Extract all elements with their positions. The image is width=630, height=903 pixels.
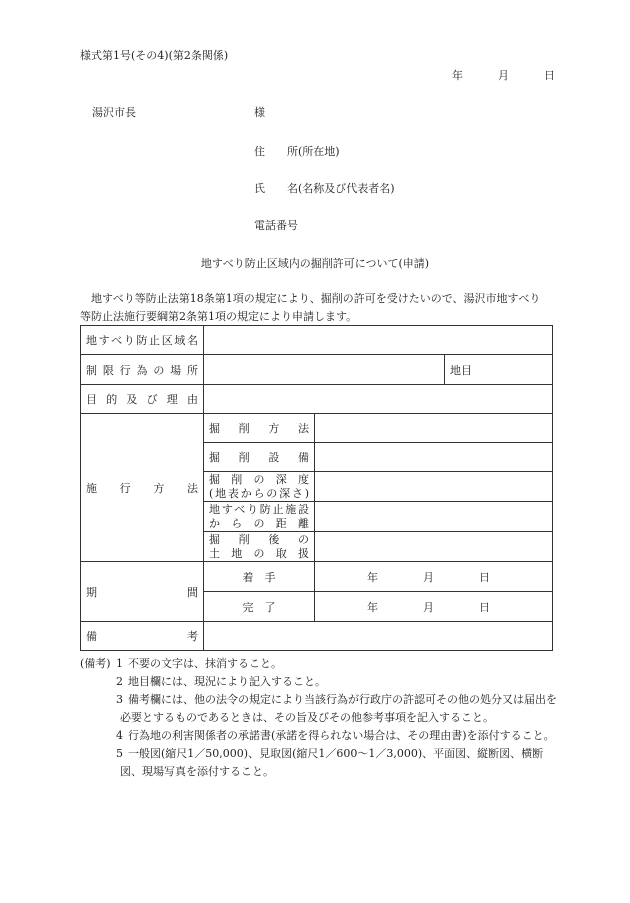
applicant-name-label: 氏 名(名称及び代表者名) — [254, 182, 395, 195]
excavation-depth-line1: 掘削の深度 — [209, 472, 309, 486]
period-label: 期間 — [81, 562, 204, 622]
excavation-equipment-value[interactable] — [315, 443, 553, 472]
note-number: 4 — [116, 729, 123, 742]
applicant-address-label: 住 所(所在地) — [254, 145, 340, 158]
note-number: 5 — [116, 747, 123, 760]
facility-distance-line2: からの距離 — [209, 516, 309, 530]
start-day-label: 日 — [479, 570, 490, 584]
date-day-label: 日 — [544, 69, 555, 82]
date-month-label: 月 — [498, 69, 509, 82]
start-label: 着 手 — [204, 562, 315, 592]
date-year-label: 年 — [452, 69, 463, 82]
end-date[interactable] — [315, 592, 553, 622]
area-name-value[interactable] — [204, 326, 553, 355]
purpose-value[interactable] — [204, 385, 553, 414]
facility-distance-line1: 地すべり防止施設 — [209, 502, 309, 516]
land-handling-label — [204, 532, 315, 562]
note-text: 備考欄には、他の法令の規定により当該行為が行政庁の許認可その他の処分又は届出を必要とするものであるときは、その旨及びその他参考事項を記入すること。 — [120, 693, 557, 724]
restricted-place-label: 制限行為の場所 — [81, 355, 204, 385]
area-name-label: 地すべり防止区域名 — [81, 326, 204, 355]
start-month-label: 月 — [423, 570, 434, 584]
note-number: 1 — [116, 657, 123, 670]
method-label: 施行方法 — [81, 414, 204, 562]
excavation-depth-value[interactable] — [315, 472, 553, 502]
end-month-label: 月 — [423, 600, 434, 614]
end-label: 完 了 — [204, 592, 315, 622]
note-text: 一般図(縮尺1／50,000)、見取図(縮尺1／600～1／3,000)、平面図、縦断図、横断図、現場写真を添付すること。 — [120, 747, 544, 778]
addressee-honorific: 様 — [254, 106, 265, 119]
excavation-depth-label — [204, 472, 315, 502]
addressee-name: 湯沢市長 — [92, 106, 136, 119]
land-handling-value[interactable] — [315, 532, 553, 562]
start-year-label: 年 — [367, 570, 378, 584]
remarks-value[interactable] — [204, 622, 553, 651]
note-text: 行為地の利害関係者の承諾書(承諾を得られない場合は、その理由書)を添付すること。 — [128, 729, 555, 742]
note-text: 地目欄には、現況により記入すること。 — [128, 675, 326, 688]
excavation-method-label: 掘削方法 — [204, 414, 315, 443]
end-year-label: 年 — [367, 600, 378, 614]
note-item — [80, 655, 560, 673]
purpose-label: 目的及び理由 — [81, 385, 204, 414]
submission-date — [452, 67, 555, 83]
excavation-depth-line2: (地表からの深さ) — [209, 486, 309, 500]
body-text: 地すべり等防止法第18条第1項の規定により、掘削の許可を受けたいので、湯沢市地すべり等防止法施行要綱第2条第1項の規定により申請します。 — [80, 292, 541, 323]
note-number: 2 — [116, 675, 123, 688]
notes-heading: (備考) — [80, 657, 111, 670]
note-text: 不要の文字は、抹消すること。 — [128, 657, 282, 670]
facility-distance-value[interactable] — [315, 502, 553, 532]
form-number: 様式第1号(その4)(第2条関係) — [80, 49, 229, 62]
remarks-label: 備考 — [81, 622, 204, 651]
land-handling-line1: 掘削後の — [209, 532, 309, 546]
excavation-equipment-label: 掘削設備 — [204, 443, 315, 472]
excavation-method-value[interactable] — [315, 414, 553, 443]
note-item — [80, 673, 560, 691]
note-item — [80, 691, 560, 727]
land-category-label: 地目 — [445, 355, 553, 385]
notes-section — [80, 655, 560, 781]
document-title: 地すべり防止区域内の掘削許可について(申請) — [200, 257, 430, 270]
note-item — [80, 727, 560, 745]
applicant-phone-label: 電話番号 — [254, 219, 298, 232]
note-number: 3 — [116, 693, 123, 706]
application-table — [80, 325, 553, 651]
land-handling-line2: 土地の取扱 — [209, 546, 309, 560]
start-date[interactable] — [315, 562, 553, 592]
note-item — [80, 745, 560, 781]
facility-distance-label — [204, 502, 315, 532]
end-day-label: 日 — [479, 600, 490, 614]
restricted-place-value[interactable] — [204, 355, 445, 385]
